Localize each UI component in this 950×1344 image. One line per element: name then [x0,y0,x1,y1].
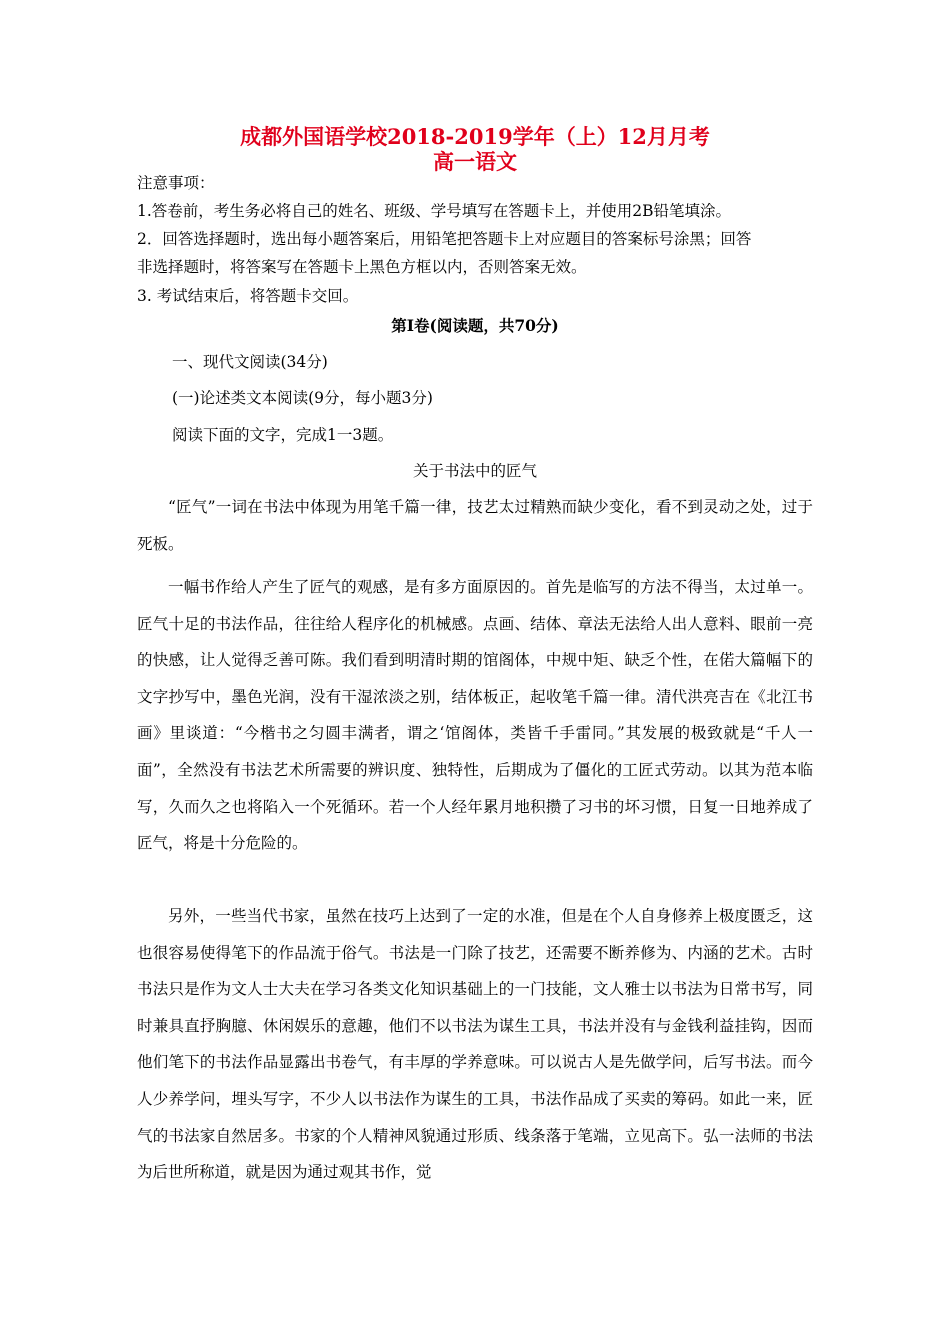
article-title: 关于书法中的匠气 [412,462,537,480]
notice-item-2-line-2: 非选择题时，将答案写在答题卡上黑色方框以内，否则答案无效。 [137,258,587,276]
reading-instruction: 阅读下面的文字，完成1一3题。 [172,426,394,444]
subpart-heading: (一)论述类文本阅读(9分，每小题3分) [172,389,433,407]
article-paragraph: 一幅书作给人产生了匠气的观感，是有多方面原因的。首先是临写的方法不得当，太过单一。匠气十足的书法作品，往往给人程序化的机械感。点画、结体、章法无法给人出人意料、眼前一亮的快感，让人觉得乏善可陈。我们看到明清时期的馆阁体，中规中矩、缺乏个性，在偌大篇幅下的文字抄写中，墨色光润，没有干湿浓淡之别，结体板正，起收笔千篇一律。清代洪亮吉在《北江书画》里谈道：“今楷书之匀圆丰满者，谓之‘馆阁体，类皆千手雷同。”其发展的极致就是“千人一面”，全然没有书法艺术所需要的辨识度、独特性，后期成为了僵化的工匠式劳动。以其为范本临写，久而久之也将陷入一个死循环。若一个人经年累月地积攒了习书的坏习惯，日复一日地养成了匠气，将是十分危险的。 [137,578,813,853]
notice-item-2-line-1: 2．回答选择题时，选出每小题答案后，用铅笔把答题卡上对应题目的答案标号涂黑；回答 [137,230,752,248]
part-heading: 一、现代文阅读(34分) [172,353,328,371]
notice-heading: 注意事项： [137,174,215,192]
notice-item-3: 3. 考试结束后，将答题卡交回。 [137,287,359,305]
notice-item-1: 1.答卷前，考生务必将自己的姓名、班级、学号填写在答题卡上，并使用2B铅笔填涂。 [137,202,732,220]
article-paragraph: 另外，一些当代书家，虽然在技巧上达到了一定的水准，但是在个人自身修养上极度匮乏，这也很容易使得笔下的作品流于俗气。书法是一门除了技艺，还需要不断养修为、内涵的艺术。古时书法只是作为文人士大夫在学习各类文化知识基础上的一门技能，文人雅士以书法为日常书写，同时兼具直抒胸臆、休闲娱乐的意趣，他们不以书法为谋生工具，书法并没有与金钱利益挂钩，因而他们笔下的书法作品显露出书卷气，有丰厚的学养意味。可以说古人是先做学问，后写书法。而今人少养学问，埋头写字，不少人以书法作为谋生的工具，书法作品成了买卖的筹码。如此一来，匠气的书法家自然居多。书家的个人精神风貌通过形质、线条落于笔端，立见高下。弘一法师的书法为后世所称道，就是因为通过观其书作，觉 [137,907,813,1182]
exam-title: 成都外国语学校2018-2019学年（上）12月月考 [240,124,710,149]
article-paragraph: “匠气”一词在书法中体现为用笔千篇一律，技艺太过精熟而缺少变化，看不到灵动之处，过于死板。 [137,498,813,553]
exam-subject: 高一语文 [433,149,517,174]
section-title: 第Ⅰ卷(阅读题，共70分) [391,316,559,335]
